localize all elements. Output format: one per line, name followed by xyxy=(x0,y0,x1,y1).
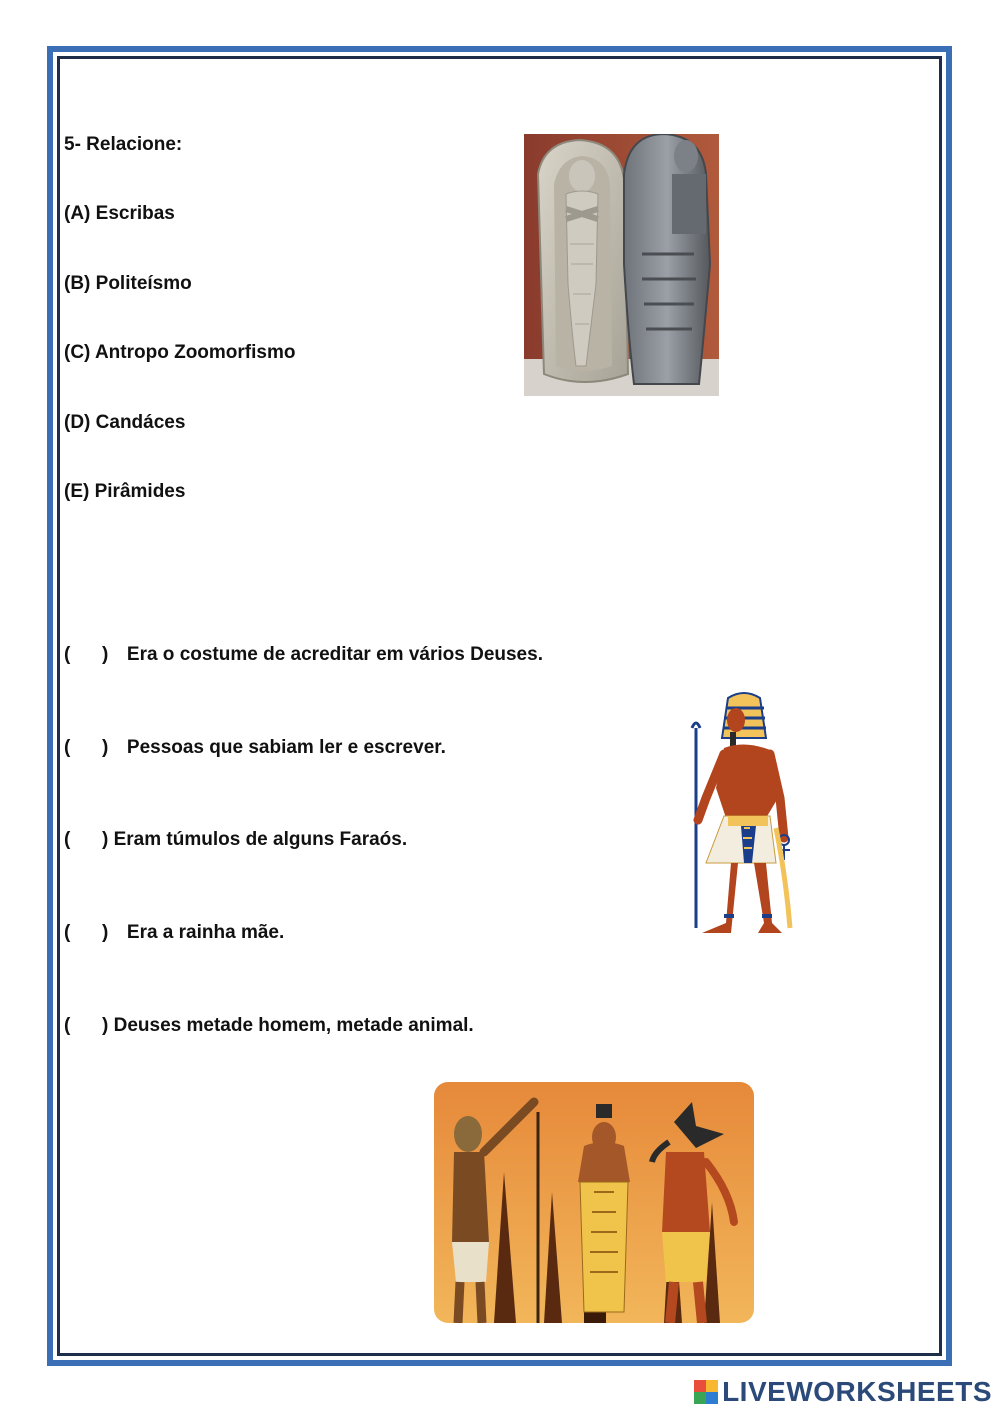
option-a: (A) Escribas xyxy=(64,203,175,224)
statement-text: Deuses metade homem, metade animal. xyxy=(113,1015,474,1036)
answer-blank[interactable]: ( ) xyxy=(64,829,109,850)
answer-blank[interactable]: ( ) xyxy=(64,737,109,758)
option-d: (D) Candáces xyxy=(64,412,186,433)
statement-text: Eram túmulos de alguns Faraós. xyxy=(113,829,408,850)
answer-blank[interactable]: ( ) xyxy=(64,922,109,943)
statement-text: Era a rainha mãe. xyxy=(126,922,285,943)
answer-blank[interactable]: ( ) xyxy=(64,644,109,665)
statement-row xyxy=(64,737,446,759)
statement-row xyxy=(64,829,407,851)
statement-text: Era o costume de acreditar em vários Deuses. xyxy=(126,644,543,665)
brand-name: LIVEWORKSHEETS xyxy=(722,1376,992,1407)
statement-row xyxy=(64,1015,474,1037)
liveworksheets-logo[interactable] xyxy=(694,1377,992,1407)
logo-grid-icon xyxy=(694,1380,718,1404)
option-e: (E) Pirâmides xyxy=(64,481,186,502)
egyptian-gods-temple-image xyxy=(434,1082,754,1323)
answer-blank[interactable]: ( ) xyxy=(64,1015,109,1036)
pharaoh-figure-image xyxy=(686,688,798,938)
question-title: 5- Relacione: xyxy=(64,134,183,155)
statement-text: Pessoas que sabiam ler e escrever. xyxy=(126,737,446,758)
statement-row xyxy=(64,922,284,944)
mummy-sarcophagus-image xyxy=(524,134,719,396)
option-c: (C) Antropo Zoomorfismo xyxy=(64,342,296,363)
statement-row xyxy=(64,644,543,666)
option-b: (B) Politeísmo xyxy=(64,273,192,294)
